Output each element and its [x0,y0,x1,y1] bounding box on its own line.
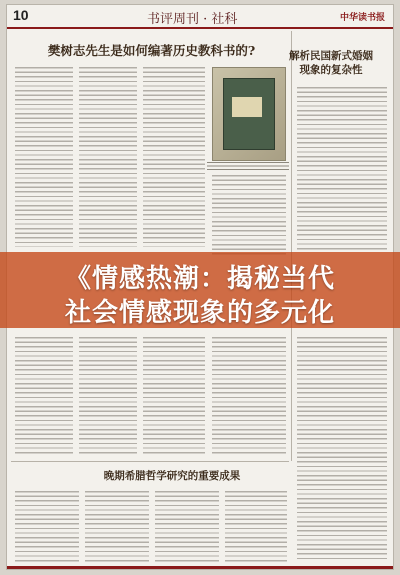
text-column [79,67,137,247]
article-title-greek-philosophy: 晚期希腊哲学研究的重要成果 [103,470,241,482]
article-title-marriage [281,49,381,77]
book-caption [207,162,289,172]
headline-line-2: 社会情感现象的多元化 [64,298,335,328]
text-column [15,67,73,247]
bottom-rule [7,566,393,569]
title-line: 解析民国新式婚姻 [289,50,373,62]
paper-name-logo: 中华读书报 [339,13,385,23]
text-column [15,491,79,563]
horizontal-divider [11,461,289,462]
overlay-headline-banner [0,252,400,328]
text-column [143,337,205,455]
text-column [212,337,286,455]
text-column [15,337,73,455]
column-divider [291,31,292,461]
text-column [212,175,286,255]
book-cover-image [212,67,286,161]
text-column [225,491,287,563]
text-column [85,491,149,563]
section-title: 书评周刊 · 社科 [147,12,238,27]
title-line: 现象的复杂性 [299,64,363,76]
text-column [297,337,387,562]
text-column [155,491,219,563]
headline-line-1: 《情感热潮：揭秘当代 [64,264,335,294]
page-number: 10 [13,7,29,23]
text-column [143,67,205,247]
masthead [7,5,393,29]
article-title-history-textbook: 樊树志先生是如何编著历史教科书的? [47,43,256,58]
text-column [79,337,137,455]
text-column [297,87,387,252]
